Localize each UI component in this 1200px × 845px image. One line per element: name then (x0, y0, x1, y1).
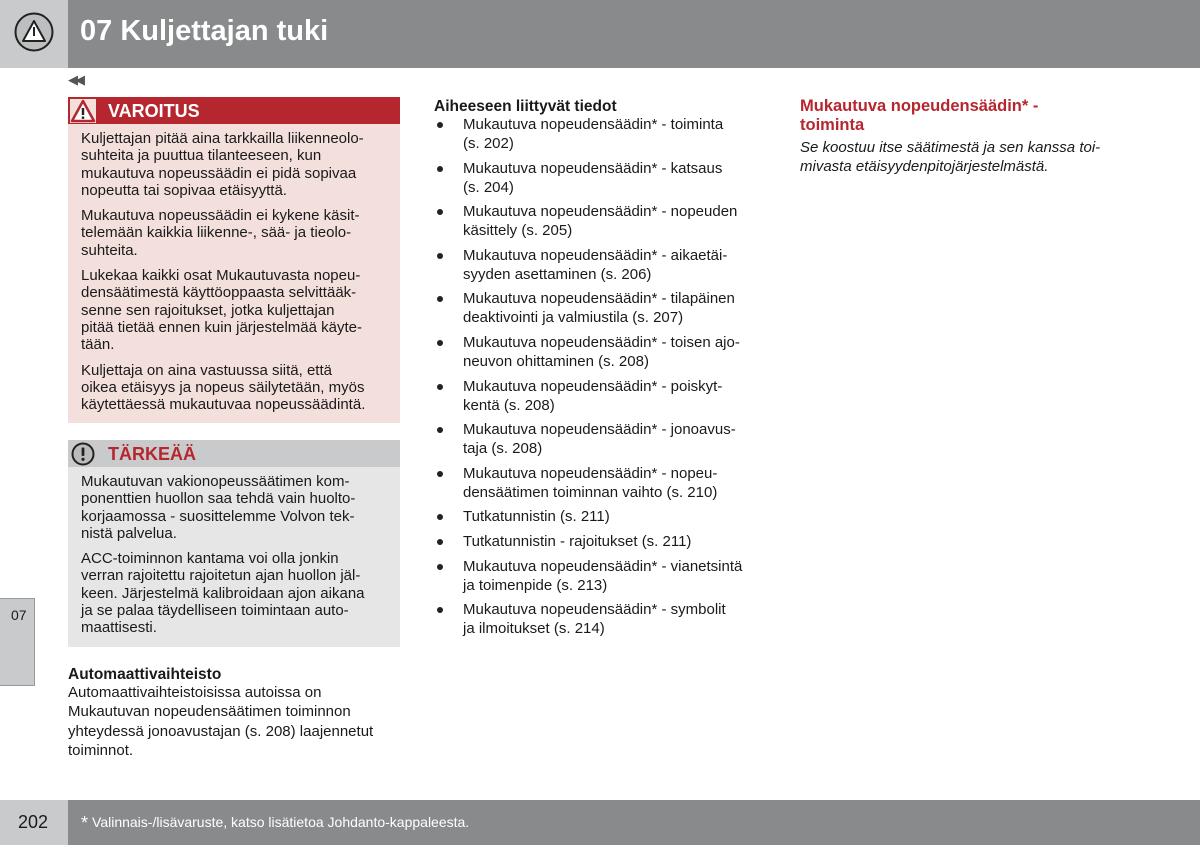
related-link[interactable]: Mukautuva nopeudensäädin* - aikaetäi- syyden asettaminen (s. 206) (434, 246, 774, 284)
warning-paragraph: Kuljettajan pitää aina tarkkailla liikenneolo- suhteita ja puuttua tilanteeseen, kun mukautuva nopeussäädin ei pidä sopivaa nopeutta tai sopivaa etäisyyttä. (81, 130, 364, 199)
related-link[interactable]: Mukautuva nopeudensäädin* - poiskyt- kentä (s. 208) (434, 377, 774, 415)
related-link[interactable]: Mukautuva nopeudensäädin* - toiminta (s. 202) (434, 115, 774, 153)
related-link[interactable]: Tutkatunnistin - rajoitukset (s. 211) (434, 532, 774, 551)
warning-label: VAROITUS (108, 101, 200, 121)
warning-paragraph: Kuljettaja on aina vastuussa siitä, että oikea etäisyys ja nopeus säilytetään, myös käytettäessä mukautuvaa nopeussäädintä. (81, 361, 366, 414)
continued-marker-icon: ◀◀ (68, 72, 82, 87)
section-heading: Automaattivaihteisto (68, 666, 222, 683)
chapter-tab[interactable]: 07 (0, 598, 35, 686)
footer (68, 800, 1200, 845)
warning-paragraph: Lukekaa kaikki osat Mukautuvasta nopeu- densäätimestä käyttöoppaasta selvittääk- senne sen rajoitukset, jotka kuljettajan pitää tietää ennen kuin järjestelmää käyte- tään. (81, 267, 363, 354)
warning-triangle-icon (70, 99, 96, 123)
warning-box (68, 97, 400, 423)
related-link[interactable]: Tutkatunnistin (s. 211) (434, 507, 774, 526)
related-links-list (434, 115, 774, 638)
exclamation-circle-icon (70, 442, 96, 466)
warning-triangle-icon (14, 12, 54, 52)
related-link[interactable]: Mukautuva nopeudensäädin* - jonoavus- taja (s. 208) (434, 420, 774, 458)
page-number: 202 (0, 800, 68, 845)
related-link[interactable]: Mukautuva nopeudensäädin* - nopeuden käsittely (s. 205) (434, 202, 774, 240)
section-text: Se koostuu itse säätimestä ja sen kanssa toi- mivasta etäisyydenpitojärjestelmästä. (800, 139, 1101, 176)
related-link[interactable]: Mukautuva nopeudensäädin* - symbolit ja ilmoitukset (s. 214) (434, 600, 774, 638)
related-link[interactable]: Mukautuva nopeudensäädin* - tilapäinen deaktivointi ja valmiustila (s. 207) (434, 289, 774, 327)
related-info-section (434, 98, 774, 644)
chapter-header (68, 0, 1200, 68)
header-icon-area (0, 0, 68, 68)
automatic-transmission-section (68, 666, 408, 760)
related-link[interactable]: Mukautuva nopeudensäädin* - toisen ajo- neuvon ohittaminen (s. 208) (434, 333, 774, 371)
important-paragraph: ACC-toiminnon kantama voi olla jonkin verran rajoitettu rajoitetun ajan huollon jäl- keen. Järjestelmä kalibroidaan ajon aikana ja se palaa täydelliseen toimintaan auto- maattisesti. (81, 550, 365, 637)
function-section (800, 97, 1140, 177)
footnote-star: * (81, 813, 89, 833)
section-heading: Mukautuva nopeudensäädin* - toiminta (800, 97, 1039, 134)
related-link[interactable]: Mukautuva nopeudensäädin* - vianetsintä ja toimenpide (s. 213) (434, 557, 774, 595)
warning-paragraph: Mukautuva nopeussäädin ei kykene käsit- telemään kaikkia liikenne-, sää- ja tieolo- suhteita. (81, 207, 360, 259)
footnote-text: Valinnais-/lisävaruste, katso lisätietoa Johdanto-kappaleesta. (92, 814, 470, 830)
important-paragraph: Mukautuvan vakionopeussäätimen kom- ponenttien huollon saa tehdä vain huolto- korjaamossa - suosittelemme Volvon tek- nistä palvelua. (81, 473, 356, 542)
related-link[interactable]: Mukautuva nopeudensäädin* - katsaus (s. 204) (434, 159, 774, 197)
important-box (68, 440, 400, 647)
important-label: TÄRKEÄÄ (108, 444, 196, 464)
chapter-title: 07 Kuljettajan tuki (80, 15, 329, 47)
section-text: Automaattivaihteistoisissa autoissa on Mukautuvan nopeudensäätimen toiminnon yhteydessä jonoavustajan (s. 208) laajennetut toiminnot. (68, 684, 374, 759)
related-link[interactable]: Mukautuva nopeudensäädin* - nopeu- densäätimen toiminnan vaihto (s. 210) (434, 464, 774, 502)
section-heading: Aiheeseen liittyvät tiedot (434, 98, 617, 115)
